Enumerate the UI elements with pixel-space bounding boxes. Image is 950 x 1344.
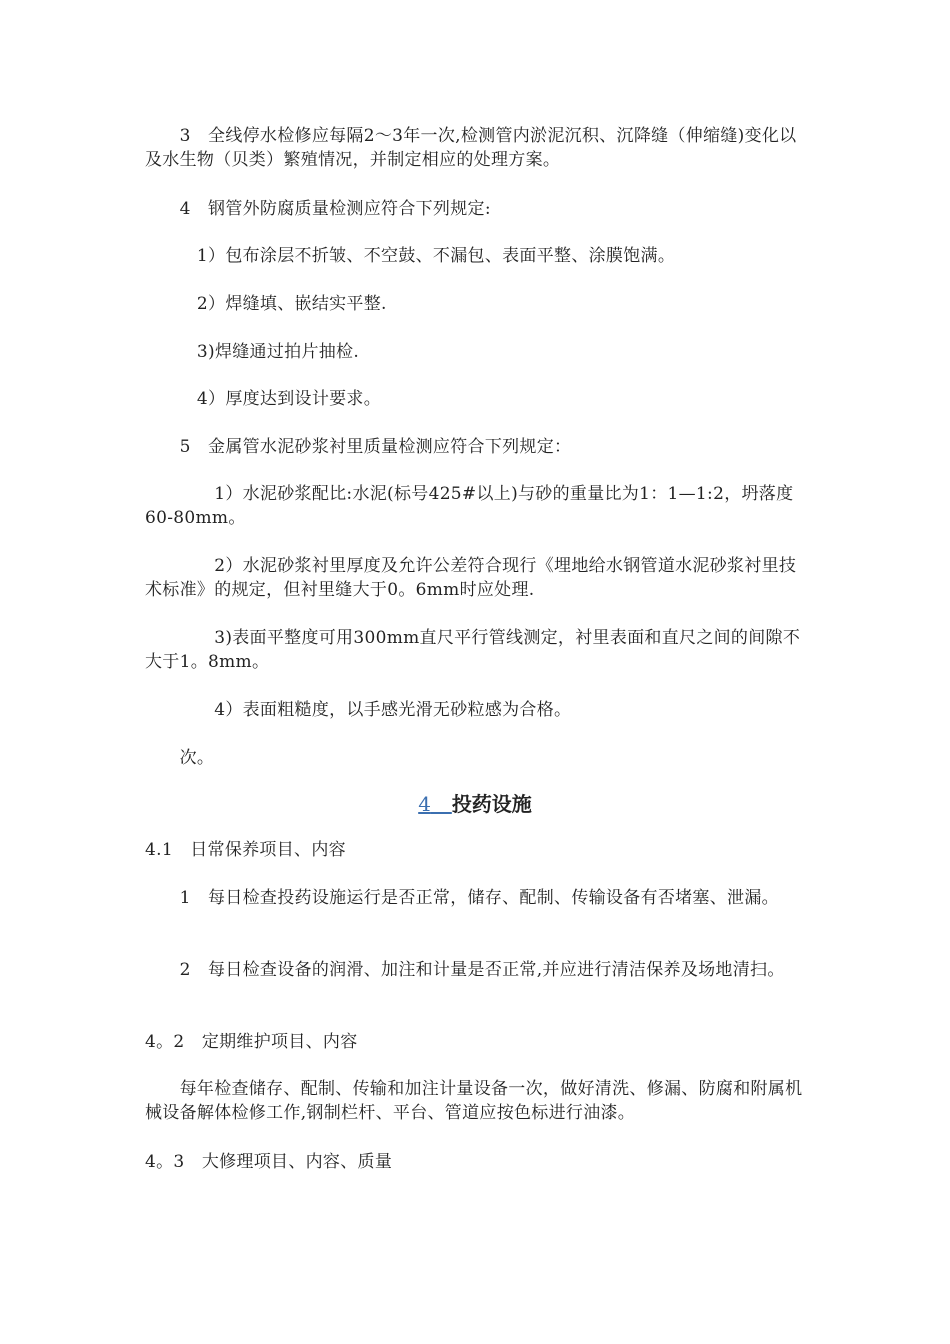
section-title: 投药设施 [451,792,532,816]
paragraph-daily-check-operation: 1 每日检查投药设施运行是否正常，储存、配制、传输设备有否堵塞、泄漏。 [145,888,779,908]
paragraph-mortar-lining: 5 金属管水泥砂浆衬里质量检测应符合下列规定： [145,437,572,457]
subheading-major-repair: 4。3 大修理项目、内容、质量 [145,1152,393,1172]
list-item-surface-flatness: 3)表面平整度可用300mm直尺平行管线测定，衬里表面和直尺之间的间隙不大于1。8mm。 [145,628,801,672]
list-item-coating: 1）包布涂层不折皱、不空鼓、不漏包、表面平整、涂膜饱满。 [145,246,676,266]
paragraph-daily-check-lubrication: 2 每日检查设备的润滑、加注和计量是否正常,并应进行清洁保养及场地清扫。 [145,960,785,980]
list-item-mortar-ratio: 1）水泥砂浆配比:水泥(标号425#以上)与砂的重量比为1：1—1:2，坍落度60-80mm。 [145,484,794,528]
list-item-weld-fill: 2）焊缝填、嵌结实平整. [145,294,387,314]
list-item-roughness: 4）表面粗糙度，以手感光滑无砂粒感为合格。 [145,700,572,720]
subheading-daily-maintenance: 4.1 日常保养项目、内容 [145,840,346,860]
paragraph-fragment: 次。 [145,748,215,768]
list-item-thickness: 4）厚度达到设计要求。 [145,389,382,409]
section-number: 4 [418,792,431,816]
section-heading [0,790,950,818]
list-item-lining-thickness: 2）水泥砂浆衬里厚度及允许公差符合现行《埋地给水钢管道水泥砂浆衬里技术标准》的规定，但衬里缝大于0。6mm时应处理. [145,556,797,600]
paragraph-steel-pipe-anticorrosion: 4 钢管外防腐质量检测应符合下列规定: [145,199,491,219]
list-item-weld-xray: 3)焊缝通过拍片抽检. [145,342,360,362]
paragraph-full-shutdown-inspection: 3 全线停水检修应每隔2～3年一次,检测管内淤泥沉积、沉降缝（伸缩缝)变化以及水生物（贝类）繁殖情况，并制定相应的处理方案。 [145,126,797,170]
section-number-gap [431,792,452,816]
paragraph-annual-check: 每年检查储存、配制、传输和加注计量设备一次，做好清洗、修漏、防腐和附属机械设备解体检修工作,钢制栏杆、平台、管道应按色标进行油漆。 [145,1079,803,1123]
subheading-periodic-maintenance: 4。2 定期维护项目、内容 [145,1032,358,1052]
